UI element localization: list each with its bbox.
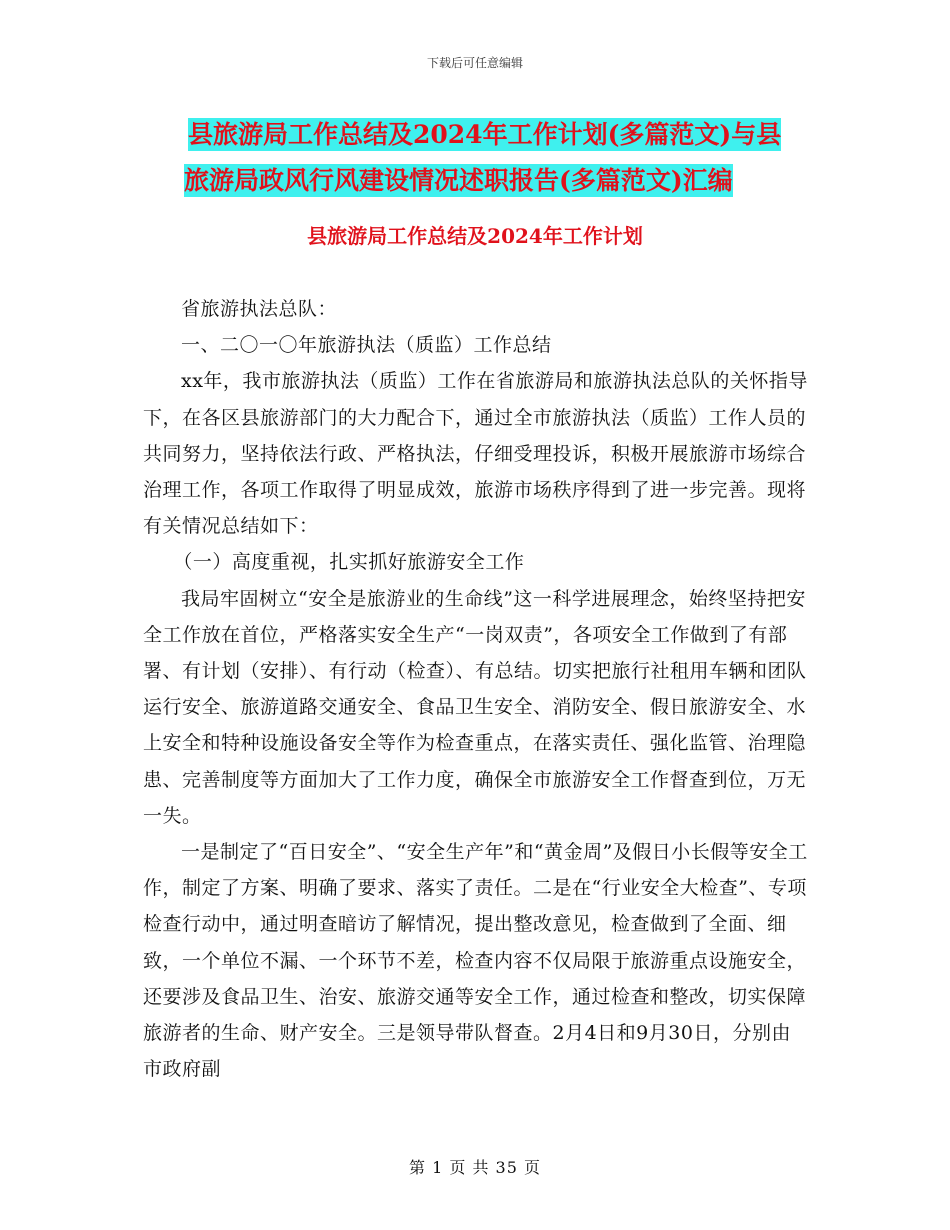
sub-heading: （一）高度重视，扎实抓好旅游安全工作 xyxy=(173,551,525,574)
body-paragraph: 我局牢固树立“安全是旅游业的生命线”这一科学进展理念，始终坚持把安全工作放在首位，严格落实安全生产“一岗双责”，各项安全工作做到了有部署、有计划（安排）、有行动（检查）、有总结。切实把旅行社租用车辆和团队运行安全、旅游道路交通安全、食品卫生安全、消防安全、假日旅游安全、水上安全和特种设施设备安全等作为检查重点，在落实责任、强化监管、治理隐患、完善制度等方面加大了工作力度，确保全市旅游安全工作督查到位，万无一失。 xyxy=(143,587,807,827)
header-note: 下载后可任意编辑 xyxy=(426,56,523,70)
page-footer: 第 1 页 共 35 页 xyxy=(409,1158,541,1177)
title-line-1: 县旅游局工作总结及2024年工作计划(多篇范文)与县 xyxy=(188,120,782,149)
body-paragraph: xx年，我市旅游执法（质监）工作在省旅游局和旅游执法总队的关怀指导下，在各区县旅游部门的大力配合下，通过全市旅游执法（质监）工作人员的共同努力，坚持依法行政、严格执法，仔细受理投诉，积极开展旅游市场综合治理工作，各项工作取得了明显成效，旅游市场秩序得到了进一步完善。现将有关情况总结如下： xyxy=(143,370,808,538)
document-body xyxy=(143,291,808,1087)
document-title xyxy=(150,112,850,204)
body-paragraph: 一是制定了“百日安全”、“安全生产年”和“黄金周”及假日小长假等安全工作，制定了方案、明确了要求、落实了责任。二是在“行业安全大检查”、专项检查行动中，通过明查暗访了解情况，提出整改意见，检查做到了全面、细致，一个单位不漏、一个环节不差，检查内容不仅局限于旅游重点设施安全，还要涉及食品卫生、治安、旅游交通等安全工作，通过检查和整改，切实保障旅游者的生命、财产安全。三是领导带队督查。2月4日和9月30日，分别由市政府副 xyxy=(143,841,808,1081)
salutation: 省旅游执法总队： xyxy=(181,298,338,320)
title-line-2: 旅游局政风行风建设情况述职报告(多篇范文)汇编 xyxy=(184,166,733,195)
section-title: 县旅游局工作总结及2024年工作计划 xyxy=(307,224,643,248)
section-heading: 一、二〇一〇年旅游执法（质监）工作总结 xyxy=(181,334,552,357)
